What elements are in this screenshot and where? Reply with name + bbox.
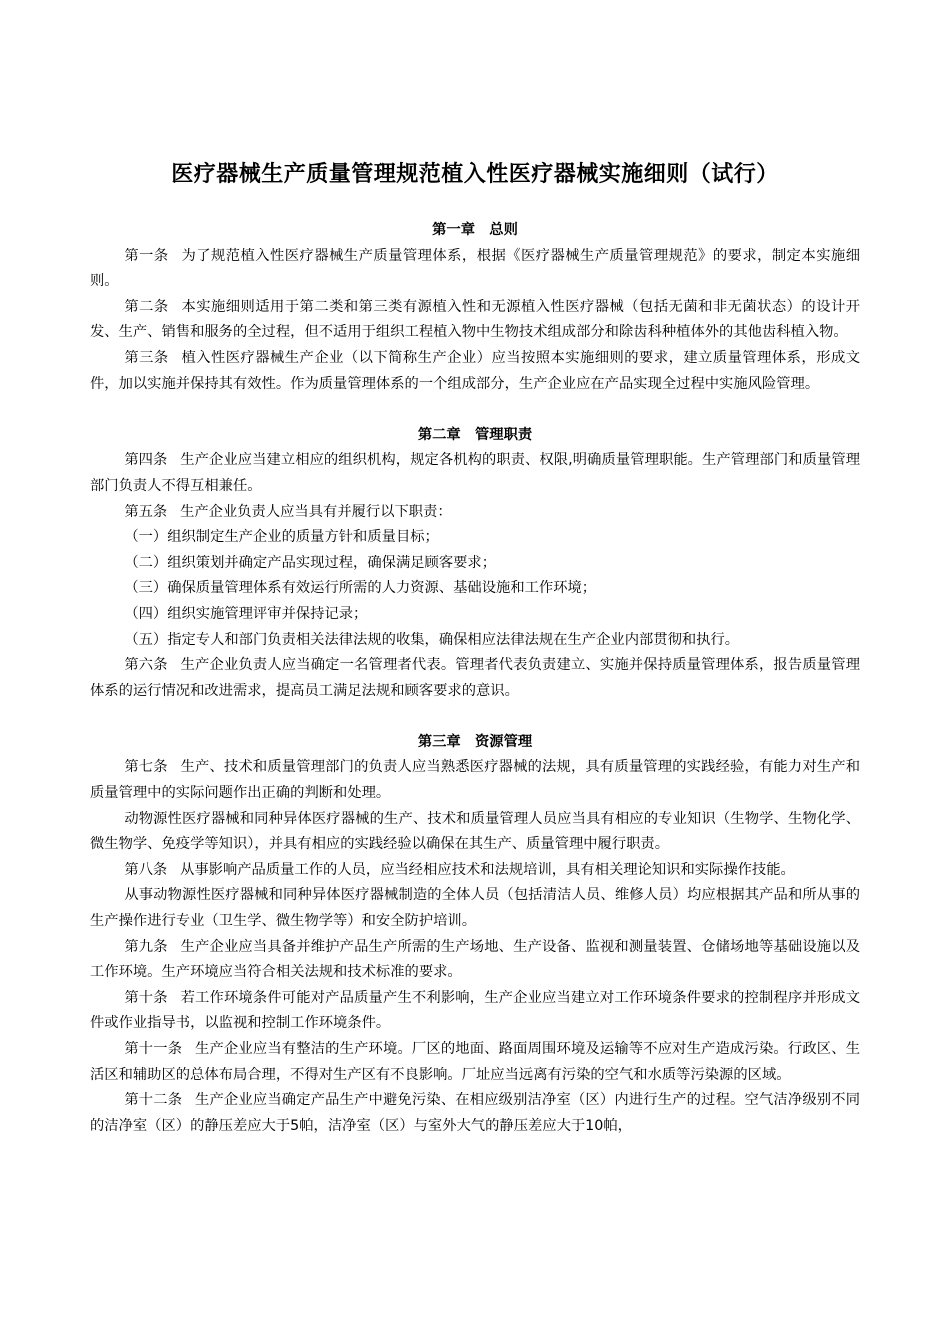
- article-paragraph: [90, 935, 860, 986]
- article-number: 第七条: [124, 759, 168, 776]
- article-paragraph: [90, 244, 860, 295]
- article-paragraph: [90, 1088, 860, 1139]
- article-text: 植入性医疗器械生产企业（以下简称生产企业）应当按照本实施细则的要求，建立质量管理体系，形成文件，加以实施并保持其有效性。作为质量管理体系的一个组成部分，生产企业应在产品实现全过程中实施风险管理。: [90, 349, 861, 392]
- article-paragraph: [90, 858, 860, 884]
- article-number: 第五条: [124, 503, 168, 520]
- article-text: 生产企业应当具备并维护产品生产所需的生产场地、生产设备、监视和测量装置、仓储场地等基础设施以及工作环境。生产环境应当符合相关法规和技术标准的要求。: [90, 938, 861, 981]
- document-title: 医疗器械生产质量管理规范植入性医疗器械实施细则（试行）: [171, 162, 779, 187]
- chapter-heading: 第一章 总则: [432, 222, 518, 238]
- article-number: 第四条: [124, 452, 168, 469]
- list-item: （五）指定专人和部门负责相关法律法规的收集，确保相应法律法规在生产企业内部贯彻和执行。: [124, 631, 740, 648]
- article-number: 第十二条: [124, 1092, 183, 1109]
- article-paragraph: [90, 883, 860, 934]
- article-text: 本实施细则适用于第二类和第三类有源植入性和无源植入性医疗器械（包括无菌和非无菌状态）的设计开发、生产、销售和服务的全过程，但不适用于组织工程植入物中生物技术组成部分和除齿科种植体外的其他齿科植入物。: [90, 298, 861, 341]
- article-paragraph: [90, 295, 860, 346]
- article-paragraph: [90, 755, 860, 806]
- article-number: 第十一条: [124, 1041, 183, 1057]
- chapter-heading: 第二章 管理职责: [417, 426, 533, 443]
- article-text: 从事动物源性医疗器械和同种异体医疗器械制造的全体人员（包括清洁人员、维修人员）均应根据其产品和所从事的生产操作进行专业（卫生学、微生物学等）和安全防护培训。: [90, 887, 860, 930]
- article-number: 第九条: [124, 938, 168, 955]
- article-number: 第一条: [124, 247, 169, 264]
- article-text: 为了规范植入性医疗器械生产质量管理体系，根据《医疗器械生产质量管理规范》的要求，制定本实施细则。: [90, 247, 861, 290]
- chapter-heading: 第三章 资源管理: [417, 733, 533, 750]
- article-text: 生产企业应当确定产品生产中避免污染、在相应级别洁净室（区）内进行生产的过程。空气洁净级别不同的洁净室（区）的静压差应大于5帕，洁净室（区）与室外大气的静压差应大于10帕，: [90, 1092, 860, 1134]
- list-item: （一）组织制定生产企业的质量方针和质量目标；: [124, 529, 439, 546]
- article-paragraph: [90, 807, 860, 858]
- article-paragraph: [90, 448, 860, 499]
- article-text: 生产企业负责人应当确定一名管理者代表。管理者代表负责建立、实施并保持质量管理体系，报告质量管理体系的运行情况和改进需求，提高员工满足法规和顾客要求的意识。: [90, 657, 861, 699]
- article-text: 生产、技术和质量管理部门的负责人应当熟悉医疗器械的法规，具有质量管理的实践经验，有能力对生产和质量管理中的实际问题作出正确的判断和处理。: [90, 759, 861, 802]
- article-text: 生产企业负责人应当具有并履行以下职责：: [180, 503, 452, 520]
- list-item: （三）确保质量管理体系有效运行所需的人力资源、基础设施和工作环境；: [124, 580, 597, 597]
- article-text: 从事影响产品质量工作的人员，应当经相应技术和法规培训，具有相关理论知识和实际操作技能。: [180, 861, 795, 878]
- document-body: [90, 218, 860, 1139]
- article-number: 第十条: [124, 989, 168, 1006]
- article-text: 若工作环境条件可能对产品质量产生不利影响，生产企业应当建立对工作环境条件要求的控制程序并形成文件或作业指导书，以监视和控制工作环境条件。: [90, 989, 861, 1032]
- article-text: 动物源性医疗器械和同种异体医疗器械的生产、技术和质量管理人员应当具有相应的专业知识（生物学、生物化学、微生物学、免疫学等知识），并具有相应的实践经验以确保在其生产、质量管理中履行职责。: [90, 810, 860, 853]
- article-paragraph: [90, 653, 860, 704]
- list-item: （二）组织策划并确定产品实现过程，确保满足顾客要求；: [124, 554, 497, 571]
- list-item: （四）组织实施管理评审并保持记录；: [124, 605, 368, 622]
- article-number: 第二条: [124, 298, 169, 315]
- article-number: 第三条: [124, 349, 169, 366]
- article-paragraph: [90, 500, 860, 526]
- article-number: 第六条: [124, 657, 168, 674]
- article-paragraph: [90, 986, 860, 1037]
- article-number: 第八条: [124, 861, 168, 878]
- article-paragraph: [90, 346, 860, 397]
- article-paragraph: [90, 1037, 860, 1088]
- article-text: 生产企业应当建立相应的组织机构，规定各机构的职责、权限,明确质量管理职能。生产管理部门和质量管理部门负责人不得互相兼任。: [90, 452, 861, 494]
- article-text: 生产企业应当有整洁的生产环境。厂区的地面、路面周围环境及运输等不应对生产造成污染。行政区、生活区和辅助区的总体布局合理，不得对生产区有不良影响。厂址应当远离有污染的空气和水质等污染源的区域。: [90, 1041, 860, 1083]
